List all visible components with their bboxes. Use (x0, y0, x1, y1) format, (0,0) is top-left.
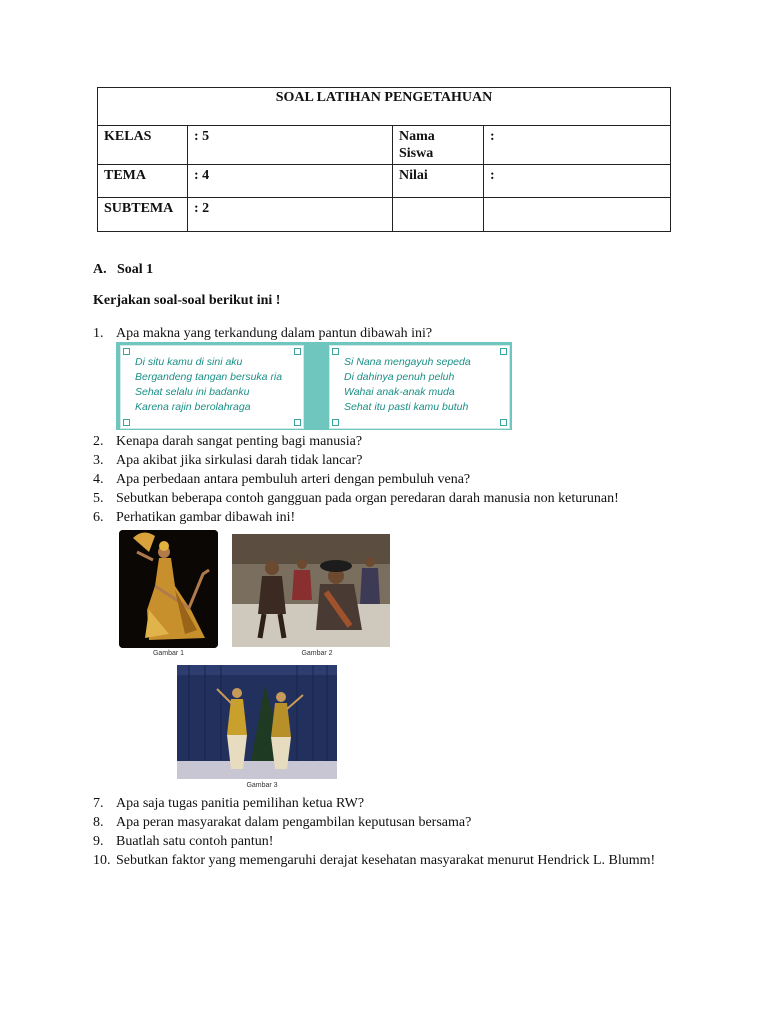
value-nama-siswa: : (484, 126, 671, 165)
worksheet-title: SOAL LATIHAN PENGETAHUAN (98, 88, 671, 126)
pantun-left-panel (120, 345, 304, 429)
pantun-line: Karena rajin berolahraga (135, 401, 251, 413)
value-kelas: : 5 (188, 126, 393, 165)
section-title: Soal 1 (117, 262, 154, 277)
image-caption: Gambar 1 (152, 650, 185, 657)
section-marker: A. (93, 262, 107, 277)
question-number: 2. (93, 434, 104, 449)
question-text: Apa saja tugas panitia pemilihan ketua RW? (116, 796, 365, 811)
label-nilai: Nilai (393, 165, 484, 198)
question-text: Sebutkan faktor yang memengaruhi derajat kesehatan masyarakat menurut Hendrick L. Blumm! (116, 853, 656, 868)
photo-dancer-fan (119, 530, 218, 648)
question-number: 9. (93, 834, 104, 849)
instruction: Kerjakan soal-soal berikut ini ! (93, 293, 281, 308)
question-number: 8. (93, 815, 104, 830)
pantun-line: Sehat itu pasti kamu butuh (344, 401, 469, 413)
value-subtema: : 2 (188, 198, 393, 232)
question-number: 7. (93, 796, 104, 811)
pantun-line: Sehat selalu ini badanku (135, 386, 250, 398)
question-number: 6. (93, 510, 104, 525)
question-number: 10. (93, 853, 111, 868)
label-subtema: SUBTEMA (98, 198, 188, 232)
empty-cell (393, 198, 484, 232)
value-tema: : 4 (188, 165, 393, 198)
pantun-line: Bergandeng tangan bersuka ria (135, 371, 283, 383)
question-number: 5. (93, 491, 104, 506)
header-table (97, 87, 671, 232)
empty-cell (484, 198, 671, 232)
pantun-line: Si Nana mengayuh sepeda (344, 356, 471, 368)
image-caption: Gambar 2 (301, 650, 333, 657)
pantun-line: Di situ kamu di sini aku (135, 356, 243, 368)
question-text: Buatlah satu contoh pantun! (116, 834, 274, 849)
photo-group-dance (232, 534, 390, 647)
pantun-box (116, 342, 512, 430)
photo-stage-dancers (177, 665, 337, 779)
question-text: Apa peran masyarakat dalam pengambilan keputusan bersama? (116, 815, 472, 830)
question-text: Sebutkan beberapa contoh gangguan pada organ peredaran darah manusia non keturunan! (116, 491, 619, 506)
pantun-line: Wahai anak-anak muda (344, 386, 455, 398)
pantun-line: Di dahinya penuh peluh (344, 371, 455, 383)
question-text: Apa akibat jika sirkulasi darah tidak lancar? (116, 453, 363, 468)
question-number: 3. (93, 453, 104, 468)
pantun-right-panel (329, 345, 510, 429)
question-text: Kenapa darah sangat penting bagi manusia? (116, 434, 363, 449)
image-caption: Gambar 3 (246, 782, 278, 789)
question-text: Apa perbedaan antara pembuluh arteri dengan pembuluh vena? (116, 472, 471, 487)
question-text: Perhatikan gambar dibawah ini! (116, 510, 296, 525)
question-number: 4. (93, 472, 104, 487)
label-nama-siswa: Nama Siswa (393, 126, 484, 165)
label-tema: TEMA (98, 165, 188, 198)
value-nilai: : (484, 165, 671, 198)
question-text: Apa makna yang terkandung dalam pantun dibawah ini? (116, 326, 433, 341)
question-number: 1. (93, 326, 104, 341)
label-kelas: KELAS (98, 126, 188, 165)
